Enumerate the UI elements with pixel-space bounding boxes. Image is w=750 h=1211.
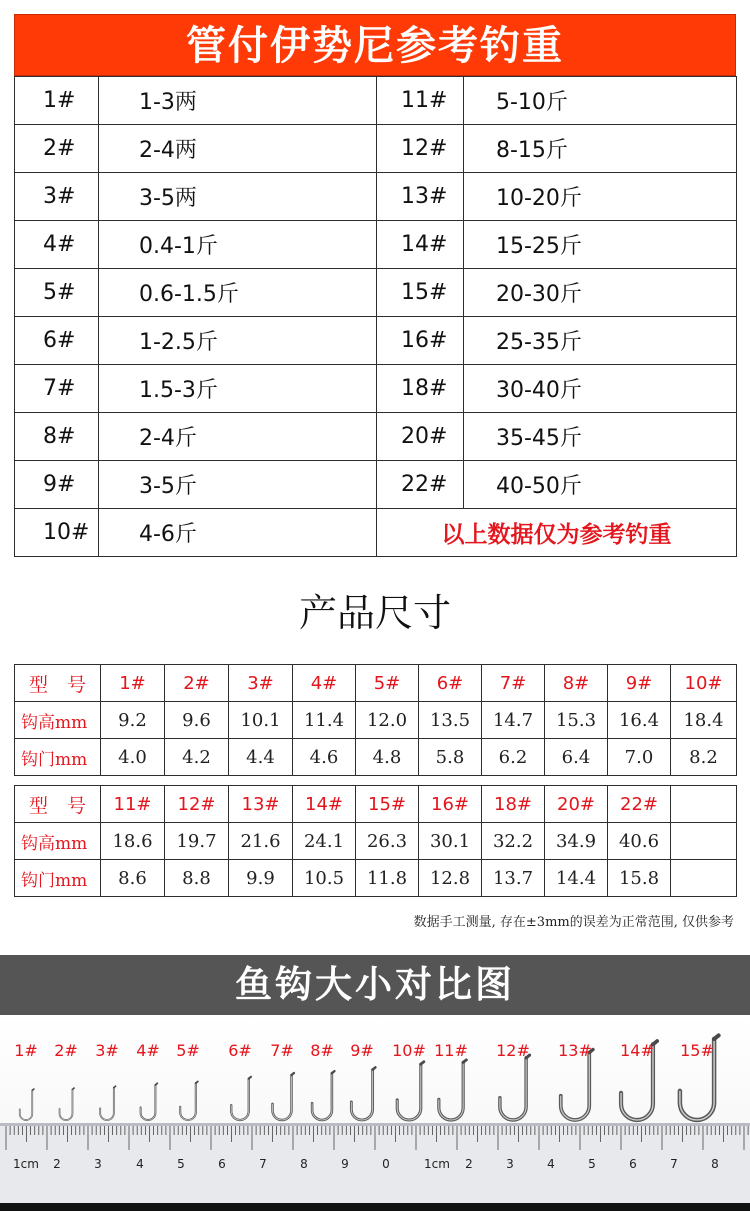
hook-size-label: 10# [392, 1041, 426, 1060]
hook-gap-row [15, 860, 737, 897]
dimensions-title: 产品尺寸 [298, 591, 451, 635]
size-cell: 14# [293, 786, 356, 823]
weight-title: 管付伊势尼参考钓重 [14, 14, 736, 76]
value-cell: 14.7 [482, 702, 545, 739]
value-cell: 10.1 [229, 702, 293, 739]
weight-reference-table [14, 76, 737, 557]
ruler-label: 5 [177, 1157, 185, 1171]
weight-cell: 2-4两 [99, 125, 377, 173]
value-cell: 11.4 [293, 702, 356, 739]
hook-size-label: 6# [228, 1041, 252, 1060]
hook-size-cell: 16# [377, 317, 464, 365]
hook-size-cell: 6# [15, 317, 99, 365]
hook-size-cell: 15# [377, 269, 464, 317]
size-cell: 20# [545, 786, 608, 823]
ruler-label: 3 [94, 1157, 102, 1171]
value-cell: 14.4 [545, 860, 608, 897]
weight-cell: 5-10斤 [464, 77, 737, 125]
hook-size-cell: 9# [15, 461, 99, 509]
value-cell: 18.4 [671, 702, 737, 739]
value-cell: 4.0 [101, 739, 165, 776]
hook-size-cell: 13# [377, 173, 464, 221]
hook-size-label: 13# [558, 1041, 592, 1060]
hook-size-cell: 14# [377, 221, 464, 269]
hook-size-label: 4# [136, 1041, 160, 1060]
hook-size-cell: 10# [15, 509, 99, 557]
size-cell: 3# [229, 665, 293, 702]
hook-image [60, 1089, 73, 1120]
hook-size-label: 15# [680, 1041, 714, 1060]
value-cell: 21.6 [229, 823, 293, 860]
weight-row [15, 461, 737, 509]
hook-size-cell: 4# [15, 221, 99, 269]
value-cell: 32.2 [482, 823, 545, 860]
value-cell: 12.8 [419, 860, 482, 897]
weight-cell: 1-3两 [99, 77, 377, 125]
value-cell: 18.6 [101, 823, 165, 860]
weight-row [15, 317, 737, 365]
size-cell: 18# [482, 786, 545, 823]
ruler-label: 0 [382, 1157, 390, 1171]
ruler-label: 4 [547, 1157, 555, 1171]
hook-size-cell: 8# [15, 413, 99, 461]
weight-cell: 35-45斤 [464, 413, 737, 461]
weight-cell: 20-30斤 [464, 269, 737, 317]
ruler-label: 7 [670, 1157, 678, 1171]
hook-size-cell: 5# [15, 269, 99, 317]
value-cell: 6.4 [545, 739, 608, 776]
hook-size-label: 5# [176, 1041, 200, 1060]
weight-cell: 0.6-1.5斤 [99, 269, 377, 317]
hook-size-cell: 20# [377, 413, 464, 461]
hook-size-label: 3# [95, 1041, 119, 1060]
size-cell: 5# [356, 665, 419, 702]
value-cell: 15.3 [545, 702, 608, 739]
value-cell: 19.7 [165, 823, 229, 860]
hook-size-cell: 2# [15, 125, 99, 173]
ruler-label: 1cm [13, 1157, 39, 1171]
value-cell: 40.6 [608, 823, 671, 860]
hook-image [231, 1079, 248, 1120]
value-cell [671, 860, 737, 897]
hook-image [561, 1053, 590, 1121]
weight-cell: 40-50斤 [464, 461, 737, 509]
weight-cell: 4-6斤 [99, 509, 377, 557]
weight-row [15, 365, 737, 413]
hook-size-label: 12# [496, 1041, 530, 1060]
hook-height-row [15, 702, 737, 739]
weight-cell: 2-4斤 [99, 413, 377, 461]
size-cell: 16# [419, 786, 482, 823]
ruler-label: 3 [506, 1157, 514, 1171]
value-cell: 4.2 [165, 739, 229, 776]
comparison-title: 鱼钩大小对比图 [0, 955, 750, 1015]
size-cell: 4# [293, 665, 356, 702]
value-cell: 13.7 [482, 860, 545, 897]
row-label: 钩门mm [15, 739, 101, 776]
ruler-label: 1cm [424, 1157, 450, 1171]
hook-size-label: 11# [434, 1041, 468, 1060]
hook-size-label: 7# [270, 1041, 294, 1060]
weight-cell: 1-2.5斤 [99, 317, 377, 365]
ruler-label: 8 [300, 1157, 308, 1171]
value-cell: 7.0 [608, 739, 671, 776]
hook-size-label: 2# [54, 1041, 78, 1060]
measurement-note: 数据手工测量, 存在±3mm的误差为正常范围, 仅供参考 [413, 915, 734, 930]
ruler-label: 5 [588, 1157, 596, 1171]
size-cell: 6# [419, 665, 482, 702]
ruler-label: 7 [259, 1157, 267, 1171]
hook-size-cell: 11# [377, 77, 464, 125]
value-cell: 8.2 [671, 739, 737, 776]
size-cell: 9# [608, 665, 671, 702]
hook-gap-row [15, 739, 737, 776]
value-cell: 4.4 [229, 739, 293, 776]
dimension-table-2 [14, 785, 737, 897]
value-cell: 9.9 [229, 860, 293, 897]
hook-height-row [15, 823, 737, 860]
ruler-label: 8 [711, 1157, 719, 1171]
value-cell: 9.6 [165, 702, 229, 739]
ruler-label: 6 [218, 1157, 226, 1171]
size-cell: 1# [101, 665, 165, 702]
ruler-label: 2 [465, 1157, 473, 1171]
value-cell: 8.8 [165, 860, 229, 897]
size-cell: 11# [101, 786, 165, 823]
weight-cell: 30-40斤 [464, 365, 737, 413]
hook-image [20, 1090, 33, 1120]
size-cell: 15# [356, 786, 419, 823]
row-label: 型 号 [15, 665, 101, 702]
weight-row [15, 221, 737, 269]
hook-size-label: 1# [14, 1041, 38, 1060]
row-label: 钩高mm [15, 702, 101, 739]
value-cell: 4.8 [356, 739, 419, 776]
hook-size-cell: 18# [377, 365, 464, 413]
value-cell: 13.5 [419, 702, 482, 739]
weight-row [15, 125, 737, 173]
ruler-label: 6 [629, 1157, 637, 1171]
hook-size-cell: 3# [15, 173, 99, 221]
size-cell: 10# [671, 665, 737, 702]
size-cell: 12# [165, 786, 229, 823]
hook-image [100, 1088, 114, 1120]
value-cell: 10.5 [293, 860, 356, 897]
weight-cell: 10-20斤 [464, 173, 737, 221]
hook-image [180, 1083, 196, 1120]
value-cell: 4.6 [293, 739, 356, 776]
value-cell: 16.4 [608, 702, 671, 739]
size-cell: 22# [608, 786, 671, 823]
hook-image [312, 1073, 332, 1120]
weight-cell: 3-5斤 [99, 461, 377, 509]
hook-image [273, 1075, 292, 1120]
hook-image [500, 1058, 526, 1120]
size-cell: 7# [482, 665, 545, 702]
size-cell: 8# [545, 665, 608, 702]
value-cell: 34.9 [545, 823, 608, 860]
hook-image [141, 1085, 156, 1120]
row-label: 钩门mm [15, 860, 101, 897]
ruler-label: 4 [136, 1157, 144, 1171]
dimension-table-1 [14, 664, 737, 776]
value-cell: 15.8 [608, 860, 671, 897]
value-cell: 9.2 [101, 702, 165, 739]
weight-cell: 8-15斤 [464, 125, 737, 173]
value-cell: 30.1 [419, 823, 482, 860]
ruler-label: 2 [53, 1157, 61, 1171]
weight-row [15, 269, 737, 317]
weight-cell: 15-25斤 [464, 221, 737, 269]
hook-image [397, 1064, 421, 1120]
weight-cell: 3-5两 [99, 173, 377, 221]
value-cell: 11.8 [356, 860, 419, 897]
weight-row [15, 77, 737, 125]
hook-comparison-photo [0, 1015, 750, 1211]
hook-size-cell: 7# [15, 365, 99, 413]
ruler-label: 9 [341, 1157, 349, 1171]
size-cell: 2# [165, 665, 229, 702]
value-cell: 5.8 [419, 739, 482, 776]
hook-size-label: 9# [350, 1041, 374, 1060]
row-label: 型 号 [15, 786, 101, 823]
weight-cell: 1.5-3斤 [99, 365, 377, 413]
weight-cell: 25-35斤 [464, 317, 737, 365]
hook-image [439, 1062, 463, 1120]
hook-size-cell: 12# [377, 125, 464, 173]
hook-size-cell: 1# [15, 77, 99, 125]
weight-cell: 0.4-1斤 [99, 221, 377, 269]
hook-image [351, 1070, 372, 1120]
value-cell: 8.6 [101, 860, 165, 897]
value-cell [671, 823, 737, 860]
value-cell: 26.3 [356, 823, 419, 860]
hook-size-cell: 22# [377, 461, 464, 509]
value-cell: 12.0 [356, 702, 419, 739]
value-cell: 24.1 [293, 823, 356, 860]
hook-size-label: 8# [310, 1041, 334, 1060]
size-cell: 13# [229, 786, 293, 823]
weight-row [15, 173, 737, 221]
weight-row [15, 413, 737, 461]
weight-row [15, 509, 737, 557]
size-header-row [15, 665, 737, 702]
value-cell: 6.2 [482, 739, 545, 776]
hook-size-label: 14# [620, 1041, 654, 1060]
row-label: 钩高mm [15, 823, 101, 860]
size-cell [671, 786, 737, 823]
size-header-row [15, 786, 737, 823]
weight-note: 以上数据仅为参考钓重 [377, 509, 737, 557]
